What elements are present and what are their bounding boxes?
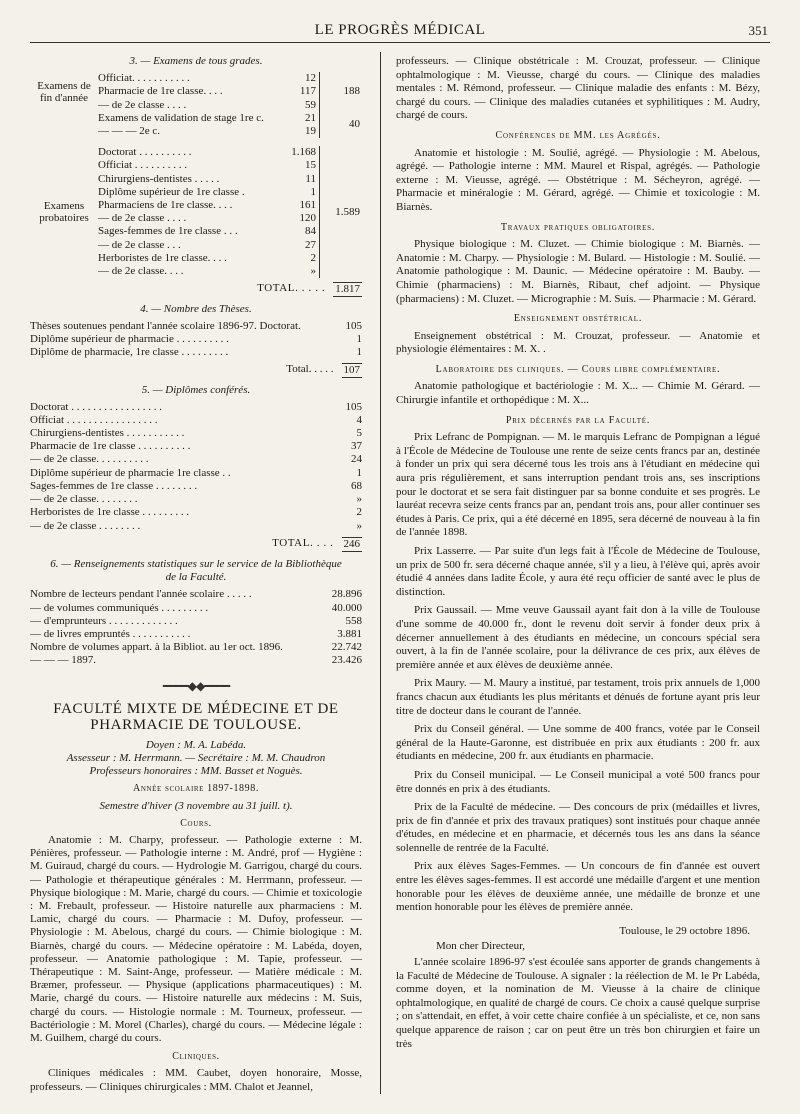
conferences-paragraph: Anatomie et histologie : M. Soulié, agrégé. — Physiologie : M. Abelous, agrégé. — Pathologie interne : MM. Maurel et Rispal, agrégés. — Pathologie externe : M. Vieusse, agrégé. — Obstétrique : M. Sécheyron, agrégé. — Pharmacie et minéralogie : M. Gérard, agrégé. — Chimie et toxicologie : M. Biarnès. xyxy=(396,146,760,213)
table-row xyxy=(98,239,316,252)
row-value: » xyxy=(310,265,316,278)
row-value: 105 xyxy=(345,319,362,332)
grand-total xyxy=(30,282,362,297)
semestre-hiver: Semestre d'hiver (3 novembre au 31 juill. t). xyxy=(99,799,293,812)
row-value: 1.168 xyxy=(291,146,316,159)
group-rows xyxy=(98,72,320,112)
section-4-title: 4. — Nombre des Thèses. xyxy=(140,303,252,316)
table-row xyxy=(98,72,316,85)
doyen-line: Doyen : M. A. Labéda. xyxy=(145,738,247,751)
group-validation xyxy=(30,112,362,138)
row-label: — de 2e classe. . . . . . . . . . xyxy=(30,453,149,466)
row-value: 24 xyxy=(351,453,362,466)
table-row xyxy=(30,520,362,533)
prix-lefranc: Prix Lefranc de Pompignan. — M. le marquis Lefranc de Pompignan a légué à l'École de Médecine de Toulouse une rente de seize cents francs par an, destinée à fonder un prix qui sera décerné tous les trois ans à l'étudiant en médecine qui aura pris régulièrement, et sans interruption pendant trois ans, ses inscriptions pour le doctorat et se sera fait distinguer par sa bonne conduite et ses progrès. Le lauréat recevra seize cents francs par an, pendant trois ans, pour aller continuer ses études à Paris. Ce prix, qui a été décerné en 1895, sera décerné de nouveau à la fin de l'année 1898. xyxy=(396,431,760,539)
row-label: Nombre de volumes appart. à la Bibliot. au 1er oct. 1896. xyxy=(30,641,283,654)
group-total: 188 xyxy=(343,85,360,98)
cours-paragraph: Anatomie : M. Charpy, professeur. — Pathologie externe : M. Pénières, professeur. — Pathologie interne : M. André, prof — Hygiène : M. Guiraud, chargé du cours. — Hydrologie M. Garrigou, chargé du cours. — Pathologie et thérapeutique générales : M. Herrmann, professeur. — Physique biologique : M. Marie, chargé du cours. — Chimie et toxicologie : M. Frebault, professeur. — Histoire naturelle aux pharmaciens : M. Lamic, chargé du cours. — Pharmacie : M. Dufoy, professeur. — Physiologie : M. Abelous, chargé du cours. — Chimie biologique : M. Biarnès, chargé du cours. — Médecine opératoire : M. Labéda, doyen, professeur. — Anatomie pathologique : M. Tapie, professeur. — Thérapeutique : M. Saint-Ange, professeur. — Matière médicale : M. Bræmer, professeur. — Physique (applications pharmaceutiques) : M. Marie, chargé du cours. — Histoire naturelle aux médecins : M. Suis, chargé du cours. — Histologie normale : M. Tourneux, professeur. — Bactériologie : M. Morel (Charles), chargé du cours. — Médecine légale : M. Guilhem, chargé du cours. xyxy=(30,833,362,1044)
journal-title: LE PROGRÈS MÉDICAL xyxy=(314,22,486,38)
row-label: Thèses soutenues pendant l'année scolaire 1896-97. Doctorat. xyxy=(30,319,301,332)
annee-scolaire: Année scolaire 1897-1898. xyxy=(133,783,259,795)
row-value: 120 xyxy=(299,212,316,225)
prix-gaussail: Prix Gaussail. — Mme veuve Gaussail ayant fait don à la ville de Toulouse d'une somme de 40.000 fr., dont le revenu doit servir à fonder deux prix à décerner annuellement à des étudiants en médecine, un concours spécial sera ouvert, à la fin de l'année scolaire, pour la délivrance de ces prix, aux élèves de première année et aux élèves de deuxième année. xyxy=(396,604,760,671)
row-value: 2 xyxy=(310,251,316,264)
row-value: 15 xyxy=(305,159,316,172)
row-label: Pharmaciens de 1re classe. . . . xyxy=(98,199,233,212)
ornament-divider: ━━━━◆◆━━━━ xyxy=(162,678,230,693)
row-label: Diplôme de pharmacie, 1re classe . . . . . . . . . xyxy=(30,346,229,359)
table-row xyxy=(30,654,362,667)
row-label: — de 2e classe . . . . . . . . xyxy=(30,519,141,532)
table-row xyxy=(30,602,362,615)
row-value: 3.881 xyxy=(337,627,362,640)
row-value: 1 xyxy=(356,466,362,479)
row-label: Sages-femmes de 1re classe . . . xyxy=(98,225,238,238)
row-value: 59 xyxy=(305,98,316,111)
table-row xyxy=(30,427,362,440)
row-value: » xyxy=(356,519,362,532)
row-label: Doctorat . . . . . . . . . . . . . . . . . xyxy=(30,400,162,413)
cliniques-continued: professeurs. — Clinique obstétricale : M. Crouzat, professeur. — Clinique ophtalmologique : M. Vieusse, chargé du cours. — Clinique des maladies mentales : M. Rémond, professeur. — Clinique maladie des enfants : M. Bézy, chargé du cours. — Clinique des maladies cutanées et syphilitiques : M. Audry, chargé de cours. xyxy=(396,55,760,122)
row-label: Pharmacie de 1re classe. . . . xyxy=(98,85,223,98)
row-value: 68 xyxy=(351,479,362,492)
prix-conseil-general: Prix du Conseil général. — Une somme de 400 francs, votée par le Conseil général de la Haute-Garonne, est distribuée en prix aux étudiants : 200 fr. aux étudiants en médecine, 200 fr. aux étudiants en pharmacie. xyxy=(396,723,760,763)
row-label: — — — 1897. xyxy=(30,654,96,667)
group-rows xyxy=(98,112,320,138)
row-value: 558 xyxy=(345,614,362,627)
row-value: 37 xyxy=(351,440,362,453)
table-row xyxy=(30,453,362,466)
table-row xyxy=(30,506,362,519)
row-label: — d'emprunteurs . . . . . . . . . . . . . xyxy=(30,614,178,627)
row-value: 2 xyxy=(356,506,362,519)
table-row xyxy=(30,641,362,654)
row-label: Pharmacie de 1re classe . . . . . . . . . . xyxy=(30,440,191,453)
row-label: Officiat . . . . . . . . . . xyxy=(98,159,188,172)
faculty-title: FACULTÉ MIXTE DE MÉDECINE ET DE PHARMACIE DE TOULOUSE. xyxy=(53,700,339,733)
row-value: 105 xyxy=(345,400,362,413)
total-value: 107 xyxy=(342,363,363,378)
conferences-heading: Conférences de MM. les Agrégés. xyxy=(495,129,661,141)
row-value: 1 xyxy=(356,332,362,345)
row-value: 84 xyxy=(305,225,316,238)
row-label: Sages-femmes de 1re classe . . . . . . . . xyxy=(30,479,198,492)
total-value: 246 xyxy=(342,537,363,552)
row-value: » xyxy=(356,493,362,506)
group-label: Examens de fin d'année xyxy=(37,80,91,104)
row-label: Diplôme supérieur de 1re classe . xyxy=(98,185,245,198)
row-value: 11 xyxy=(305,172,316,185)
row-label: — de 2e classe. . . . xyxy=(98,265,184,278)
row-label: Officiat. . . . . . . . . . . xyxy=(98,72,190,85)
row-label: — de 2e classe. . . . . . . . xyxy=(30,493,138,506)
row-label: — de 2e classe . . . . xyxy=(98,98,187,111)
column-divider xyxy=(380,52,381,1094)
table-row xyxy=(30,320,362,333)
row-label: Herboristes de 1re classe . . . . . . . . . xyxy=(30,506,190,519)
row-label: — — — 2e c. xyxy=(98,125,161,138)
row-label: — de livres empruntés . . . . . . . . . . . xyxy=(30,627,191,640)
prix-sages-femmes: Prix aux élèves Sages-Femmes. — Un concours de fin d'année est ouvert entre les élèves sages-femmes. Il est accordé une médaille d'argent et une mention honorable pour les élèves de deuxième année, une médaille de bronze et une mention honorable pour les élèves de première année. xyxy=(396,860,760,914)
table-row xyxy=(98,225,316,238)
table-row xyxy=(98,146,316,159)
row-value: 27 xyxy=(305,238,316,251)
row-label: Diplôme supérieur de pharmacie . . . . . . . . . . xyxy=(30,332,229,345)
row-value: 4 xyxy=(356,413,362,426)
table-row xyxy=(30,493,362,506)
assesseur-line: Assesseur : M. Herrmann. — Secrétaire : M. M. Chaudron xyxy=(66,751,326,764)
table-row xyxy=(98,252,316,265)
prix-faculte: Prix de la Faculté de médecine. — Des concours de prix (médailles et livres, prix de fin d'année et prix des travaux pratiques) sont institués pour chaque année d'études, en médecine et en pharmacie, et décernés tous les ans dans la séance solennelle de rentrée de la Faculté. xyxy=(396,801,760,854)
row-value: 161 xyxy=(299,199,316,212)
table-row xyxy=(30,480,362,493)
travaux-paragraph: Physique biologique : M. Cluzet. — Chimie biologique : M. Biarnès. — Anatomie : M. Charpy. — Physiologie : M. Bulard. — Histologie : M. Soulié. — Anatomie pathologique : M. Daunic. — Médecine opératoire : M. Bauby. — Chimie (pharmaciens) : M. Biarnès, Ribaut, chef adjoint. — Physique (pharmaciens) : M. Cluzet. — Micrographie : M. Suis. — Pharmacie : M. Gérard. xyxy=(396,238,760,305)
section-6-rows xyxy=(30,588,362,667)
group-label: Examens probatoires xyxy=(39,200,89,225)
table-row xyxy=(30,414,362,427)
row-value: 1 xyxy=(356,346,362,359)
row-value: 21 xyxy=(305,111,316,124)
laboratoire-paragraph: Anatomie pathologique et bactériologie : M. X... — Chimie M. Gérard. — Chirurgie infantile et orthopédique : M. X... xyxy=(396,380,760,407)
letter-date: Toulouse, le 29 octobre 1896. xyxy=(619,924,750,937)
row-label: Chirurgiens-dentistes . . . . . . . . . . . xyxy=(30,427,185,440)
row-value: 40.000 xyxy=(331,601,362,614)
group-probatoires xyxy=(30,146,362,278)
row-label: — de 2e classe . . . xyxy=(98,238,181,251)
row-value: 28.896 xyxy=(331,588,362,601)
group-total: 1.589 xyxy=(335,205,360,218)
group-rows xyxy=(98,146,320,278)
table-row xyxy=(30,440,362,453)
table-row xyxy=(30,615,362,628)
section-5-title: 5. — Diplômes conférés. xyxy=(141,384,251,397)
row-value: 5 xyxy=(356,427,362,440)
prix-conseil-municipal: Prix du Conseil municipal. — Le Conseil municipal a voté 500 francs pour être donnés en prix à des étudiants. xyxy=(396,768,760,795)
total-value: 1.817 xyxy=(333,282,362,297)
table-row xyxy=(98,173,316,186)
table-row xyxy=(30,628,362,641)
page-number: 351 xyxy=(748,23,768,38)
running-header xyxy=(30,22,770,43)
section-5-rows xyxy=(30,401,362,533)
section-5-total xyxy=(30,537,362,552)
left-column xyxy=(30,55,362,1099)
total-label: TOTAL. . . . xyxy=(272,536,334,549)
table-row xyxy=(98,199,316,212)
letter-salutation: Mon cher Directeur, xyxy=(436,940,526,953)
total-label: Total. . . . . xyxy=(286,363,334,376)
row-label: Doctorat . . . . . . . . . . xyxy=(98,146,192,159)
prix-heading: Prix décernés par la Faculté. xyxy=(505,414,651,426)
table-row xyxy=(98,99,316,112)
table-row xyxy=(98,125,316,138)
row-label: — de volumes communiqués . . . . . . . . . xyxy=(30,601,209,614)
cours-heading: Cours. xyxy=(180,817,212,829)
row-value: 1 xyxy=(310,185,316,198)
row-value: 22.742 xyxy=(331,641,362,654)
table-row xyxy=(30,401,362,414)
row-label: Examens de validation de stage 1re c. xyxy=(98,111,264,124)
cliniques-heading: Cliniques. xyxy=(172,1051,220,1063)
row-label: Nombre de lecteurs pendant l'année scolaire . . . . . xyxy=(30,588,252,601)
row-value: 19 xyxy=(305,125,316,138)
table-row xyxy=(30,467,362,480)
travaux-heading: Travaux pratiques obligatoires. xyxy=(500,221,656,233)
section-4-total xyxy=(30,363,362,378)
enseignement-paragraph: Enseignement obstétrical : M. Crouzat, professeur. — Anatomie et physiologie élémentaires : M. X. . xyxy=(396,329,760,356)
row-label: Diplôme supérieur de pharmacie 1re classe . . xyxy=(30,466,231,479)
table-row xyxy=(98,85,316,98)
prix-maury: Prix Maury. — M. Maury a institué, par testament, trois prix annuels de 1,000 francs chacun aux étudiants les plus méritants et dénués de fortune ayant pris leur titre de docteur dans le courant de l'année. xyxy=(396,677,760,717)
section-6-title: 6. — Renseignements statistiques sur le service de la Bibliothèque de la Faculté. xyxy=(50,557,342,584)
group-total: 40 xyxy=(349,118,360,131)
right-column xyxy=(396,55,760,1056)
table-row xyxy=(98,112,316,125)
section-3-title: 3. — Examens de tous grades. xyxy=(129,55,263,67)
table-row xyxy=(98,212,316,225)
cliniques-paragraph: Cliniques médicales : MM. Caubet, doyen honoraire, Mosse, professeurs. — Cliniques chirurgicales : MM. Chalot et Jeannel, xyxy=(30,1067,362,1093)
row-label: — de 2e classe . . . . xyxy=(98,212,187,225)
enseignement-heading: Enseignement obstétrical. xyxy=(513,313,643,325)
table-row xyxy=(98,159,316,172)
row-value: 12 xyxy=(305,72,316,85)
table-row xyxy=(30,588,362,601)
row-value: 23.426 xyxy=(331,654,362,667)
prix-lasserre: Prix Lasserre. — Par suite d'un legs fait à l'École de Médecine de Toulouse, un prix de 500 fr. sera décerné chaque année, s'il y a lieu, à l'élève qui, après avoir étudié 4 années dans ladite École, y aura été reçu officier de santé avec le plus de distinction. xyxy=(396,545,760,598)
group-fin-annee xyxy=(30,72,362,112)
table-row xyxy=(98,186,316,199)
section-4-rows xyxy=(30,320,362,360)
row-label: Officiat . . . . . . . . . . . . . . . . . xyxy=(30,413,158,426)
row-value: 117 xyxy=(299,85,316,98)
table-row xyxy=(30,333,362,346)
table-row xyxy=(98,265,316,278)
letter-body: L'année scolaire 1896-97 s'est écoulée sans apporter de grands changements à la Faculté de Médecine de Toulouse. A signaler : la réélection de M. le Pr Labéda, comme doyen, et la nomination de M. Vieusse à la chaire de clinique ophtalmologique, en qualité de chargé de cours. Ce choix a causé quelque surprise ; on s'attendait, en effet, à voir cette chaire confiée à un spécialiste, et ce, non sans quelque apparence de raison ; car on peut être un très bon chirurgien et faire un très xyxy=(396,956,760,1050)
professeurs-honoraires: Professeurs honoraires : MM. Basset et Noguès. xyxy=(89,765,303,778)
table-row xyxy=(30,346,362,359)
laboratoire-heading: Laboratoire des cliniques. — Cours libre complémentaire. xyxy=(435,363,721,375)
row-label: Herboristes de 1re classe. . . . xyxy=(98,251,227,264)
row-label: Chirurgiens-dentistes . . . . . xyxy=(98,172,220,185)
total-label: TOTAL. . . . . xyxy=(257,282,326,295)
